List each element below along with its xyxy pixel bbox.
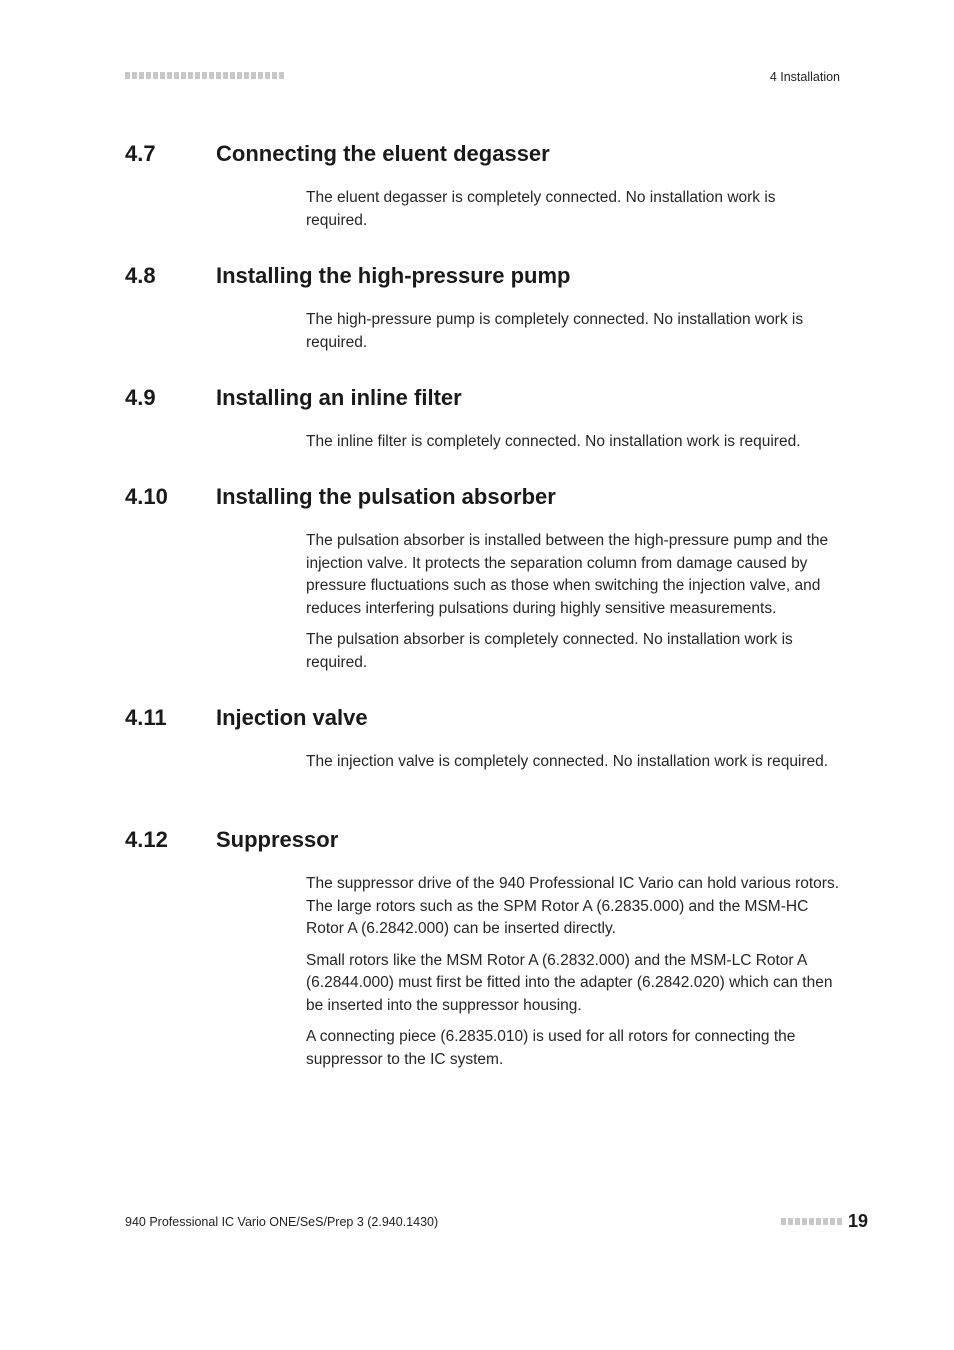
paragraph: The high-pressure pump is completely connected. No installation work is required. — [306, 311, 804, 351]
paragraph: A connecting piece (6.2835.010) is used for all rotors for connecting the suppressor to the IC system. — [306, 1028, 796, 1068]
section-number: 4.8 — [125, 263, 156, 288]
section-heading — [125, 141, 840, 167]
running-header-chapter: 4 Installation — [769, 70, 840, 84]
section-heading — [125, 385, 840, 411]
paragraph: The inline filter is completely connected. No installation work is required. — [306, 433, 801, 450]
section-4-8 — [125, 263, 840, 363]
page-number: 19 — [847, 1211, 868, 1231]
section-title: Installing an inline filter — [216, 385, 462, 410]
paragraph: The pulsation absorber is installed between the high-pressure pump and the injection valve. It protects the separation column from damage caused by pressure fluctuations such as those when switching the injection valve, and reduces interfering pulsations during highly sensitive measurements. — [306, 532, 829, 617]
section-title: Connecting the eluent degasser — [216, 141, 550, 166]
header-decoration — [125, 72, 284, 80]
section-title: Injection valve — [216, 705, 368, 730]
section-title: Installing the high-pressure pump — [216, 263, 571, 288]
section-4-12 — [125, 827, 840, 1080]
paragraph: The suppressor drive of the 940 Professional IC Vario can hold various rotors. The large rotors such as the SPM Rotor A (6.2835.000) and the MSM-HC Rotor A (6.2842.000) can be inserted directly. — [306, 875, 840, 937]
section-heading — [125, 827, 840, 853]
footer-decoration — [781, 1218, 842, 1225]
paragraph: Small rotors like the MSM Rotor A (6.2832.000) and the MSM-LC Rotor A (6.2844.000) must first be fitted into the adapter (6.2842.020) which can then be inserted into the suppressor housing. — [306, 951, 833, 1014]
section-heading — [125, 484, 840, 510]
section-4-9 — [125, 385, 840, 463]
paragraph: The injection valve is completely connected. No installation work is required. — [306, 753, 829, 770]
section-number: 4.11 — [125, 705, 167, 730]
section-heading — [125, 263, 840, 289]
section-title: Suppressor — [216, 827, 339, 852]
paragraph: The pulsation absorber is completely connected. No installation work is required. — [306, 631, 793, 671]
section-number: 4.12 — [125, 827, 168, 852]
section-number: 4.10 — [125, 484, 168, 509]
section-4-11 — [125, 705, 840, 783]
footer-document-title: 940 Professional IC Vario ONE/SeS/Prep 3 (2.940.1430) — [125, 1215, 439, 1229]
section-title: Installing the pulsation absorber — [216, 484, 556, 509]
section-4-7 — [125, 141, 840, 241]
section-number: 4.9 — [125, 385, 156, 410]
section-heading — [125, 705, 840, 731]
footer-page — [781, 1211, 868, 1232]
paragraph: The eluent degasser is completely connected. No installation work is required. — [306, 189, 776, 229]
section-number: 4.7 — [125, 141, 156, 166]
section-4-10 — [125, 484, 840, 683]
